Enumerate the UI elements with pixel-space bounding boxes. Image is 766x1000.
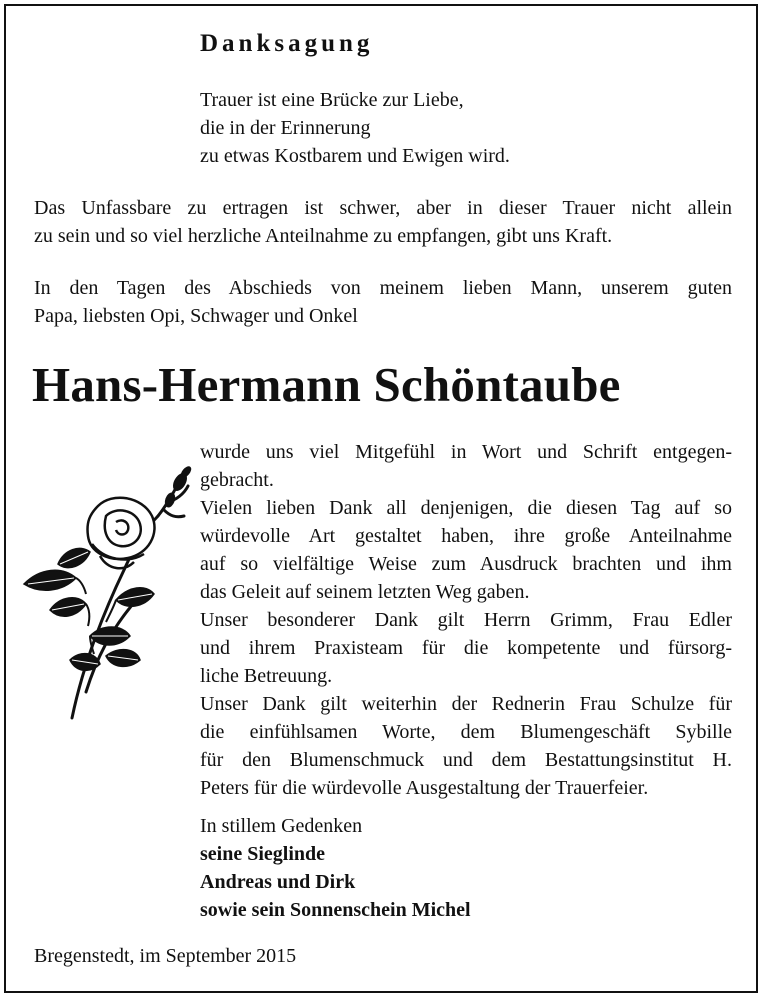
body-line: würdevolle Art gestaltet haben, ihre große Anteilnahme <box>200 525 732 547</box>
farewell-paragraph <box>34 274 732 330</box>
intro-paragraph <box>34 194 732 250</box>
acknowledgement-text <box>200 438 732 802</box>
body-line: das Geleit auf seinem letzten Weg gaben. <box>200 581 530 603</box>
poem-line: die in der Erinnerung <box>200 117 371 139</box>
signer-name: seine Sieglinde <box>200 843 326 865</box>
body-line: die einfühlsamen Worte, dem Blumengeschäft Sybille <box>200 721 732 743</box>
signer-name: Andreas und Dirk <box>200 871 356 893</box>
paragraph-line: Das Unfassbare zu ertragen ist schwer, aber in dieser Trauer nicht allein <box>34 197 732 219</box>
body-line: Peters für die würdevolle Ausgestaltung der Trauerfeier. <box>200 777 649 799</box>
page-title: Danksagung <box>200 30 374 57</box>
body-line: Unser Dank gilt weiterhin der Rednerin Frau Schulze für <box>200 693 732 715</box>
poem-line: zu etwas Kostbarem und Ewigen wird. <box>200 145 510 167</box>
body-line: Unser besonderer Dank gilt Herrn Grimm, Frau Edler <box>200 609 732 631</box>
closing-intro: In stillem Gedenken <box>200 815 363 837</box>
signature-block <box>200 812 471 924</box>
body-line: gebracht. <box>200 469 274 491</box>
poem-line: Trauer ist eine Brücke zur Liebe, <box>200 89 464 111</box>
body-line: wurde uns viel Mitgefühl in Wort und Schrift entgegen- <box>200 441 732 463</box>
body-line: Vielen lieben Dank all denjenigen, die diesen Tag auf so <box>200 497 732 519</box>
paragraph-line: In den Tagen des Abschieds von meinem lieben Mann, unserem guten <box>34 277 732 299</box>
body-line: für den Blumenschmuck und dem Bestattungsinstitut H. <box>200 749 732 771</box>
poem <box>200 86 510 170</box>
body-line: liche Betreuung. <box>200 665 333 687</box>
paragraph-line: zu sein und so viel herzliche Anteilnahme zu empfangen, gibt uns Kraft. <box>34 225 613 247</box>
place-date: Bregenstedt, im September 2015 <box>34 945 297 967</box>
paragraph-line: Papa, liebsten Opi, Schwager und Onkel <box>34 305 358 327</box>
rose-icon <box>20 460 192 722</box>
body-line: auf so vielfältige Weise zum Ausdruck brachten und ihm <box>200 553 732 575</box>
deceased-name: Hans-Hermann Schöntaube <box>32 357 621 412</box>
signer-name: sowie sein Sonnenschein Michel <box>200 899 471 921</box>
body-line: und ihrem Praxisteam für die kompetente und fürsorg- <box>200 637 732 659</box>
